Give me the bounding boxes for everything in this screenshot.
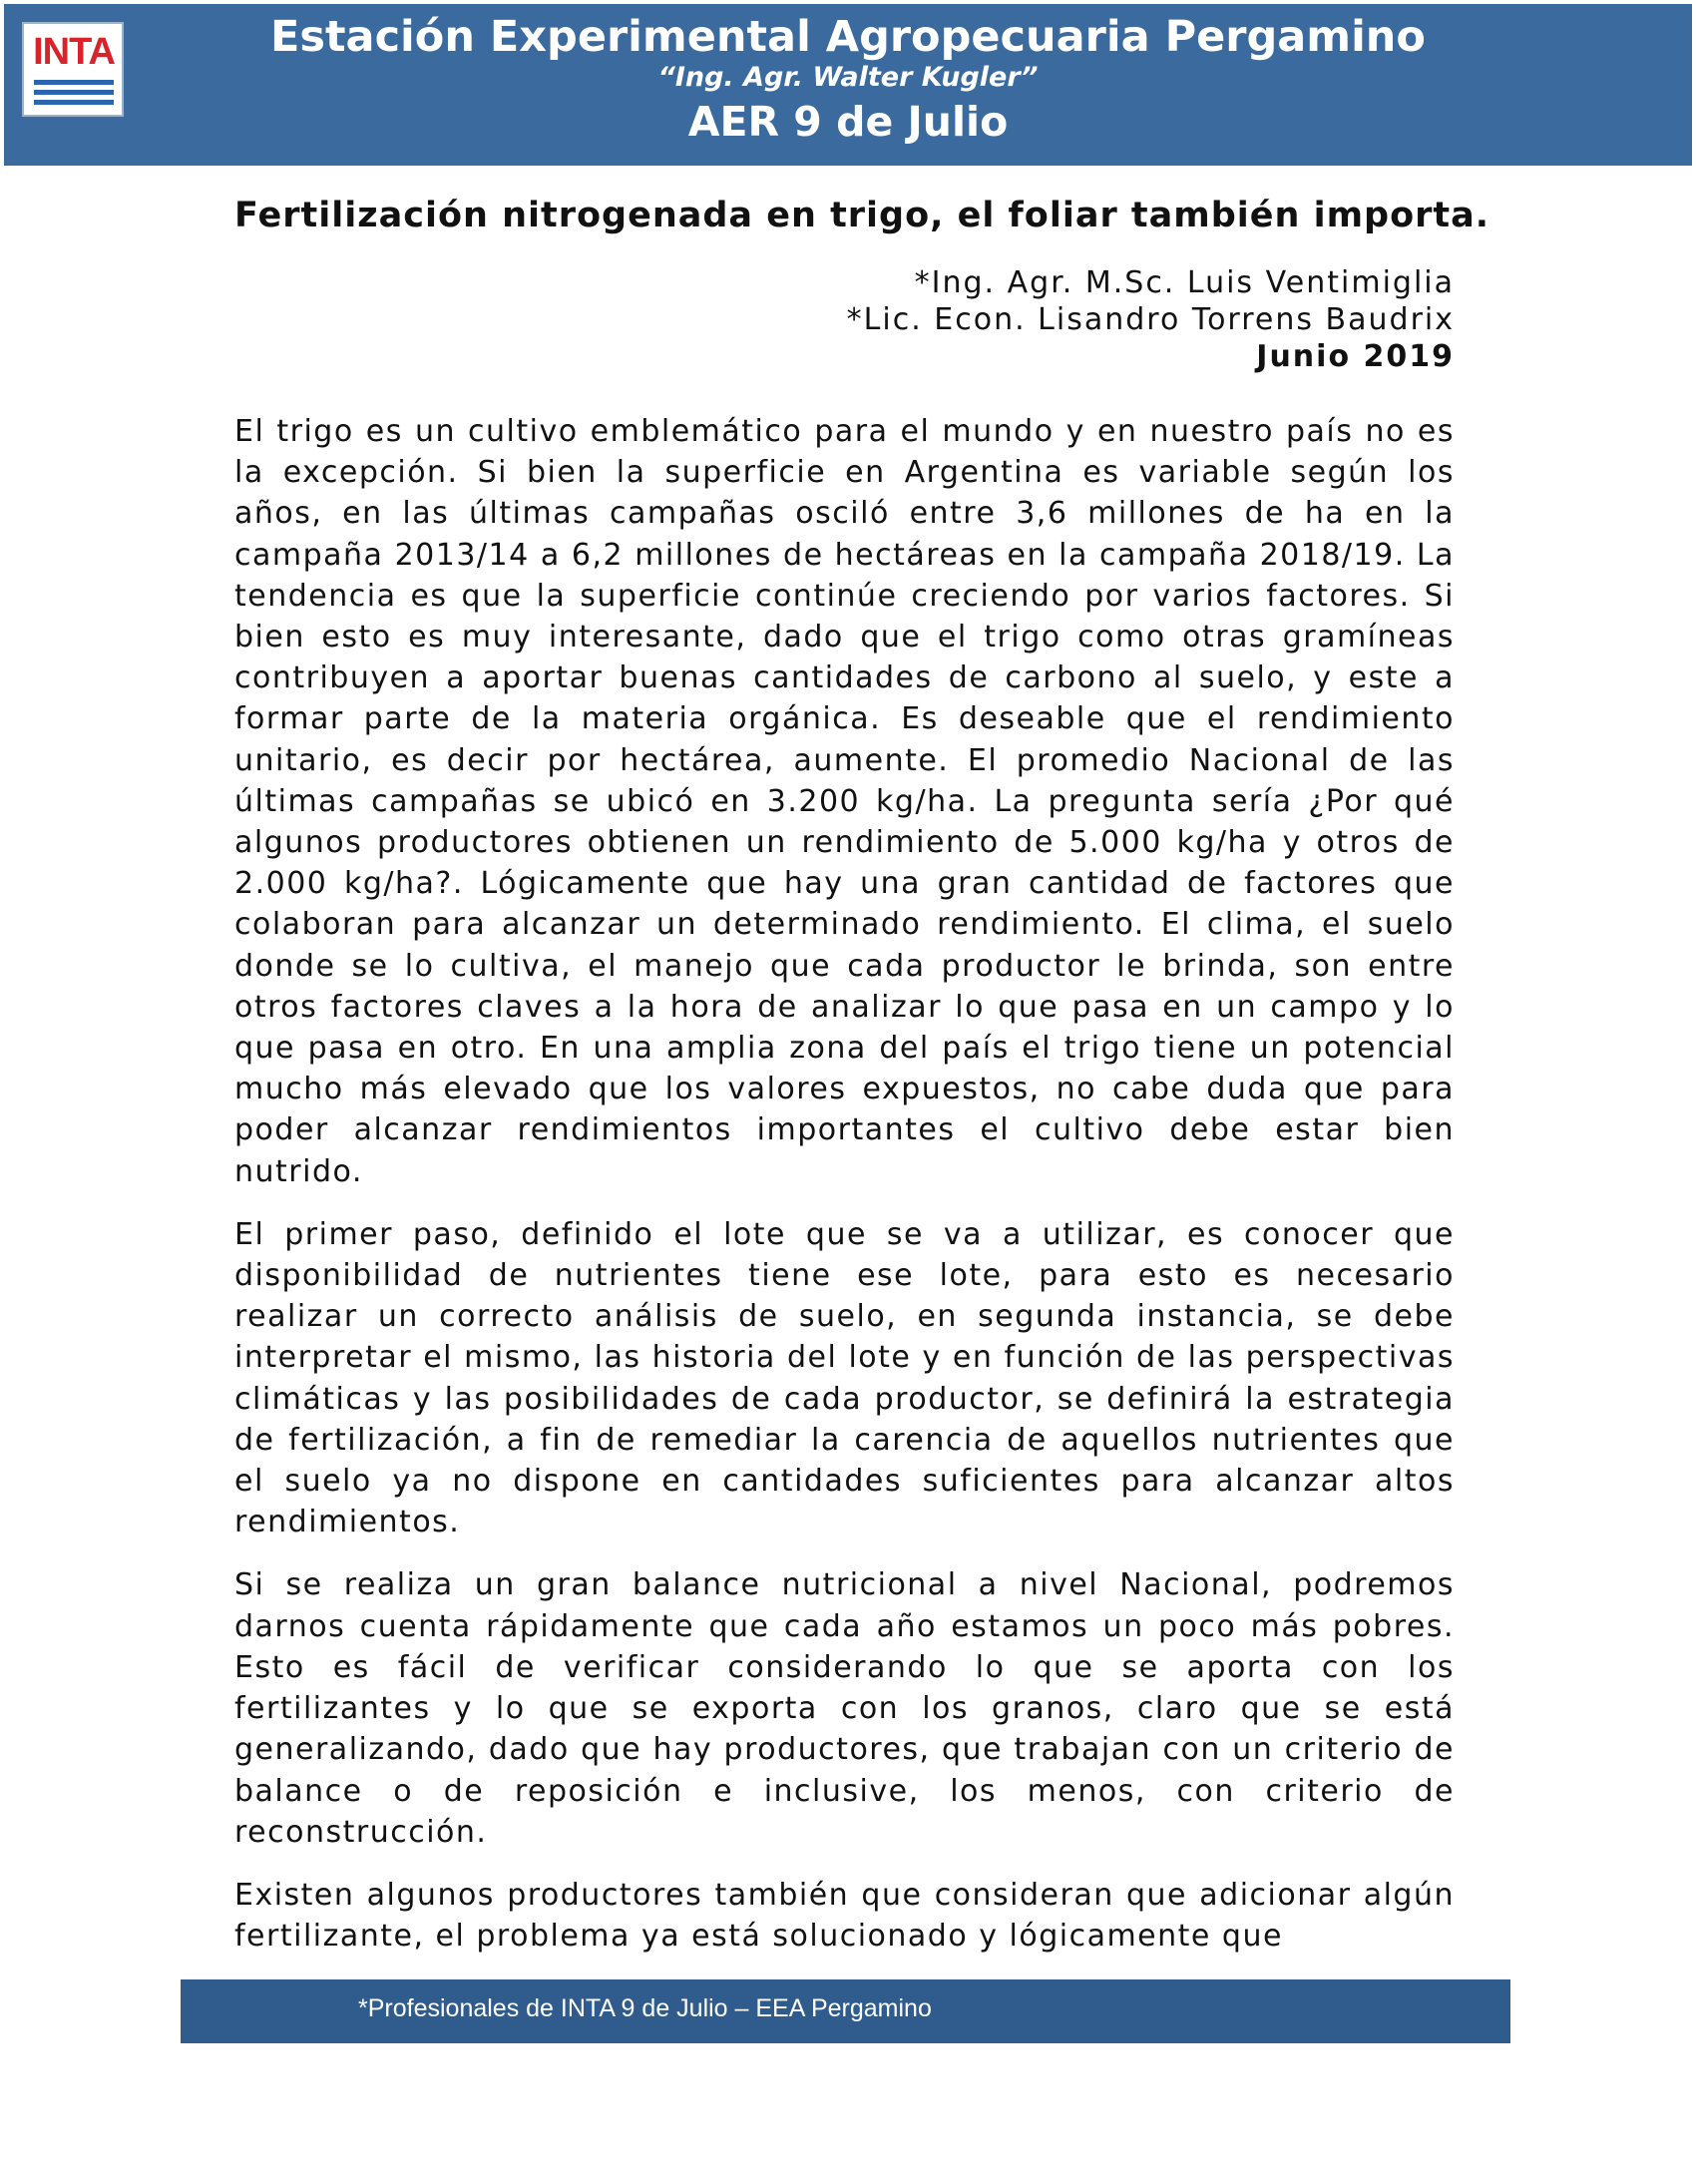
article-body [234,411,1455,1978]
agency-name: AER 9 de Julio [687,98,1009,146]
station-honoree: “Ing. Agr. Walter Kugler” [657,62,1039,93]
article-title: Fertilización nitrogenada en trigo, el foliar también importa. [234,196,1490,235]
author-1: *Ing. Agr. M.Sc. Luis Ventimiglia [914,265,1455,300]
article-date: Junio 2019 [1256,339,1455,374]
paragraph: El trigo es un cultivo emblemático para el mundo y en nuestro país no es la excepción. Si bien la superficie en Argentina es variable según los años, en las últimas campañas osciló entre 3,6 millones de ha en la campaña 2013/14 a 6,2 millones de hectáreas en la campaña 2018/19. La tendencia es que la superficie continúe creciendo por varios factores. Si bien esto es muy interesante, dado que el trigo como otras gramíneas contribuyen a aportar buenas cantidades de carbono al suelo, y este a formar parte de la materia orgánica. Es deseable que el rendimiento unitario, es decir por hectárea, aumente. El promedio Nacional de las últimas campañas se ubicó en 3.200 kg/ha. La pregunta sería ¿Por qué algunos productores obtienen un rendimiento de 5.000 kg/ha y otros de 2.000 kg/ha?. Lógicamente que hay una gran cantidad de factores que colaboran para alcanzar un determinado rendimiento. El clima, el suelo donde se lo cultiva, el manejo que cada productor le brinda, son entre otros factores claves a la hora de analizar lo que pasa en un campo y lo que pasa en otro. En una amplia zona del país el trigo tiene un potencial mucho más elevado que los valores expuestos, no cabe duda que para poder alcanzar rendimientos importantes el cultivo debe estar bien nutrido. [234,414,1455,1189]
paragraph: Si se realiza un gran balance nutricional a nivel Nacional, podremos darnos cuenta rápidamente que cada año estamos un poco más pobres. Esto es fácil de verificar considerando lo que se aporta con los fertilizantes y lo que se exporta con los granos, claro que se está generalizando, dado que hay productores, que trabajan con un criterio de balance o de reposición e inclusive, los menos, con criterio de reconstrucción. [234,1567,1455,1850]
paragraph: El primer paso, definido el lote que se va a utilizar, es conocer que disponibilidad de nutrientes tiene ese lote, para esto es necesario realizar un correcto análisis de suelo, en segunda instancia, se debe interpretar el mismo, las historia del lote y en función de las perspectivas climáticas y las posibilidades de cada productor, se definirá la estrategia de fertilización, a fin de remediar la carencia de aquellos nutrientes que el suelo ya no dispone en cantidades suficientes para alcanzar altos rendimientos. [234,1216,1455,1540]
paragraph: Existen algunos productores también que consideran que adicionar algún fertilizante, el problema ya está solucionado y lógicamente que [234,1877,1455,1955]
author-2: *Lic. Econ. Lisandro Torrens Baudrix [846,302,1455,337]
station-name: Estación Experimental Agropecuaria Pergamino [270,12,1426,62]
page-footer [181,1979,1510,2043]
footer-note: *Profesionales de INTA 9 de Julio – EEA Pergamino [358,1994,932,2022]
logo-wordmark: INTA [33,31,115,73]
